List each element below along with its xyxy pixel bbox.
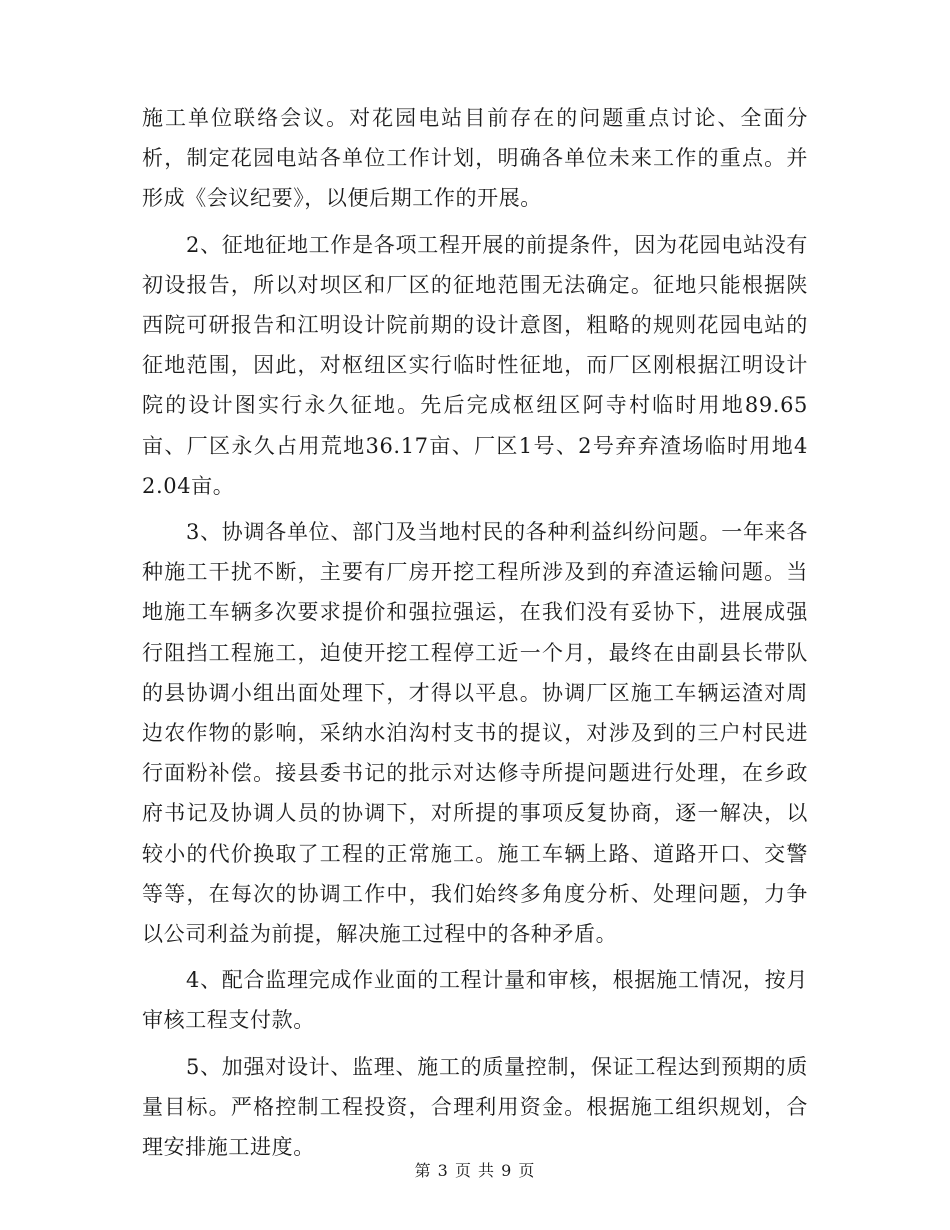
- paragraph-meeting-summary: 施工单位联络会议。对花园电站目前存在的问题重点讨论、全面分析，制定花园电站各单位工作计划，明确各单位未来工作的重点。并形成《会议纪要》，以便后期工作的开展。: [142, 106, 808, 211]
- paragraph-measurement-review: 4、配合监理完成作业面的工程计量和审核，根据施工情况，按月审核工程支付款。: [142, 968, 808, 1033]
- paragraph-dispute-coordination: 3、协调各单位、部门及当地村民的各种利益纠纷问题。一年来各种施工干扰不断，主要有厂房开挖工程所涉及到的弃渣运输问题。当地施工车辆多次要求提价和强拉强运，在我们没有妥协下，进展成强行阻挡工程施工，迫使开挖工程停工近一个月，最终在由副县长带队的县协调小组出面处理下，才得以平息。协调厂区施工车辆运渣对周边农作物的影响，采纳水泊沟村支书的提议，对涉及到的三户村民进行面粉补偿。接县委书记的批示对达修寺所提问题进行处理，在乡政府书记及协调人员的协调下，对所提的事项反复协商，逐一解决，以较小的代价换取了工程的正常施工。施工车辆上路、道路开口、交警等等，在每次的协调工作中，我们始终多角度分析、处理问题，力争以公司利益为前提，解决施工过程中的各种矛盾。: [142, 520, 808, 947]
- paragraph-quality-control: 5、加强对设计、监理、施工的质量控制，保证工程达到预期的质量目标。严格控制工程投资，合理利用资金。根据施工组织规划，合理安排施工进度。: [142, 1054, 808, 1160]
- page-number-footer: 第 3 页 共 9 页: [414, 1161, 536, 1180]
- document-body: [142, 98, 808, 1167]
- paragraph-land-acquisition: 2、征地征地工作是各项工程开展的前提条件，因为花园电站没有初设报告，所以对坝区和厂区的征地范围无法确定。征地只能根据陕西院可研报告和江明设计院前期的设计意图，粗略的规则花园电站的征地范围，因此，对枢纽区实行临时性征地，而厂区刚根据江明设计院的设计图实行永久征地。先后完成枢纽区阿寺村临时用地89.65亩、厂区永久占用荒地36.17亩、厂区1号、2号弃弃渣场临时用地42.04亩。: [142, 232, 808, 498]
